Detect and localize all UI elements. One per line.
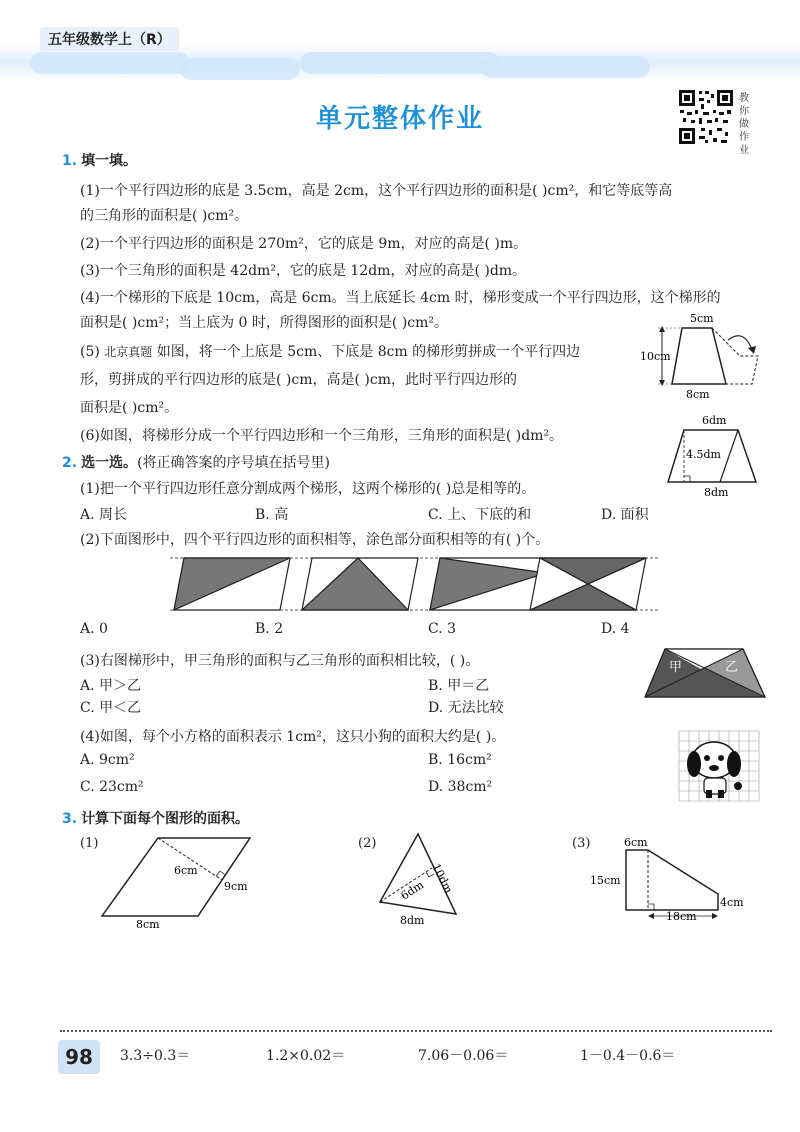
q2-2-option-c[interactable]: C. 3	[428, 621, 457, 637]
dog-grid-figure	[678, 730, 760, 808]
q2-1-option-d[interactable]: D. 面积	[601, 507, 649, 523]
jia-label: 甲	[669, 660, 683, 675]
parallelogram-4	[530, 558, 646, 610]
fig1-side-label: 9cm	[224, 880, 248, 893]
q1-5-line3: 面积是( )cm²。	[80, 400, 179, 416]
q2-3-option-d[interactable]: D. 无法比较	[428, 700, 504, 716]
fig5-top-label: 5cm	[690, 312, 714, 325]
qr-label: 教你做作业	[739, 93, 749, 156]
fig2-height-label: 6dm	[398, 878, 427, 903]
fig6-top-label: 6dm	[702, 414, 727, 427]
right-trapezoid-area-figure	[588, 836, 758, 930]
cloud-decoration	[300, 52, 500, 74]
q2-2-option-b[interactable]: B. 2	[255, 621, 284, 637]
book-tag: 五年级数学上（R）	[40, 27, 179, 51]
q2-3-option-a[interactable]: A. 甲＞乙	[80, 678, 142, 694]
triangle-area-figure	[374, 830, 474, 930]
beijing-exam-tag: 北京真题	[104, 345, 153, 359]
jia-yi-trapezoid-figure	[643, 645, 768, 701]
q1-6: (6)如图，将梯形分成一个平行四边形和一个三角形，三角形的面积是( )dm²。	[80, 428, 564, 444]
calc-3: 7.06－0.06＝	[418, 1048, 509, 1064]
q2-3-option-c[interactable]: C. 甲＜乙	[80, 700, 142, 716]
section-2-heading: 2. 选一选。(将正确答案的序号填在括号里)	[62, 455, 330, 471]
section-3-heading: 3. 计算下面每个图形的面积。	[62, 811, 250, 827]
footer-divider	[60, 1030, 772, 1032]
fig5-height-label: 10cm	[640, 350, 671, 363]
parallelogram-area-figure	[96, 834, 266, 930]
section-1-heading: 1. 填一填。	[62, 153, 138, 169]
parallelogram-3	[430, 558, 546, 610]
yi-label: 乙	[725, 660, 739, 675]
fig6-bottom-label: 8dm	[704, 486, 729, 498]
four-parallelograms-figure	[160, 555, 660, 615]
q1-1-line2: 的三角形的面积是( )cm²。	[80, 208, 249, 224]
q1-1-line1: (1)一个平行四边形的底是 3.5cm，高是 2cm，这个平行四边形的面积是( )cm²，和它等底等高	[80, 183, 673, 199]
q1-4-line2: 面积是( )cm²；当上底为 0 时，所得图形的面积是( )cm²。	[80, 315, 449, 331]
calc-1: 3.3÷0.3＝	[120, 1048, 191, 1064]
q2-1-option-a[interactable]: A. 周长	[80, 507, 128, 523]
q2-4-option-b[interactable]: B. 16cm²	[428, 752, 492, 768]
calc-4: 1－0.4－0.6＝	[580, 1048, 676, 1064]
q2-3-option-b[interactable]: B. 甲＝乙	[428, 678, 490, 694]
q1-5-line2: 形，剪拼成的平行四边形的底是( )cm，高是( )cm，此时平行四边形的	[80, 372, 517, 388]
q1-5-line1: (5) 北京真题 如图，将一个上底是 5cm、下底是 8cm 的梯形剪拼成一个平行四边	[80, 344, 581, 360]
q2-1: (1)把一个平行四边形任意分割成两个梯形，这两个梯形的( )总是相等的。	[80, 481, 536, 497]
fig1-base-label: 8cm	[136, 918, 160, 930]
q2-4-option-c[interactable]: C. 23cm²	[80, 779, 144, 795]
q2-4-option-d[interactable]: D. 38cm²	[428, 779, 493, 795]
fig1-label: (1)	[80, 836, 99, 851]
fig3-right-label: 4cm	[720, 896, 744, 909]
q2-1-option-c[interactable]: C. 上、下底的和	[428, 507, 532, 523]
page-title: 单元整体作业	[315, 104, 484, 134]
q1-2: (2)一个平行四边形的面积是 270m²，它的底是 9m，对应的高是( )m。	[80, 236, 528, 252]
q2-2: (2)下面图形中，四个平行四边形的面积相等，涂色部分面积相等的有( )个。	[80, 532, 550, 548]
fig2-label: (2)	[358, 836, 377, 851]
q2-4-option-a[interactable]: A. 9cm²	[80, 752, 135, 768]
fig6-height-label: 4.5dm	[686, 448, 721, 461]
q2-2-option-a[interactable]: A. 0	[80, 621, 108, 637]
calc-2: 1.2×0.02＝	[266, 1048, 346, 1064]
fig3-top-label: 6cm	[624, 836, 648, 849]
parallelogram-2	[302, 558, 418, 610]
fig1-height-label: 6cm	[174, 864, 198, 877]
fig3-bottom-label: 18cm	[666, 910, 697, 923]
qr-code-icon[interactable]	[677, 88, 735, 146]
fig2-base-label: 8dm	[400, 914, 425, 927]
fig3-left-label: 15cm	[590, 874, 621, 887]
q2-4: (4)如图，每个小方格的面积表示 1cm²，这只小狗的面积大约是( )。	[80, 729, 506, 745]
trapezoid-split-figure	[664, 412, 764, 498]
fig2-side-label: 10dm	[429, 861, 456, 896]
fig3-label: (3)	[572, 836, 591, 851]
parallelogram-1	[174, 558, 290, 610]
cloud-decoration	[480, 56, 650, 78]
q1-4-line1: (4)一个梯形的下底是 10cm，高是 6cm。当上底延长 4cm 时，梯形变成一个平行四边形，这个梯形的	[80, 290, 721, 306]
q2-2-option-d[interactable]: D. 4	[601, 621, 630, 637]
q2-1-option-b[interactable]: B. 高	[255, 507, 289, 523]
fig5-bottom-label: 8cm	[686, 388, 710, 401]
trapezoid-cut-figure	[640, 310, 770, 402]
cloud-decoration	[180, 58, 300, 80]
cloud-decoration	[30, 52, 190, 74]
q2-3: (3)右图梯形中，甲三角形的面积与乙三角形的面积相比较，( )。	[80, 653, 480, 669]
dog-icon	[687, 742, 742, 798]
page-number: 98	[58, 1040, 100, 1074]
q1-3: (3)一个三角形的面积是 42dm²，它的底是 12dm，对应的高是( )dm。	[80, 263, 527, 279]
